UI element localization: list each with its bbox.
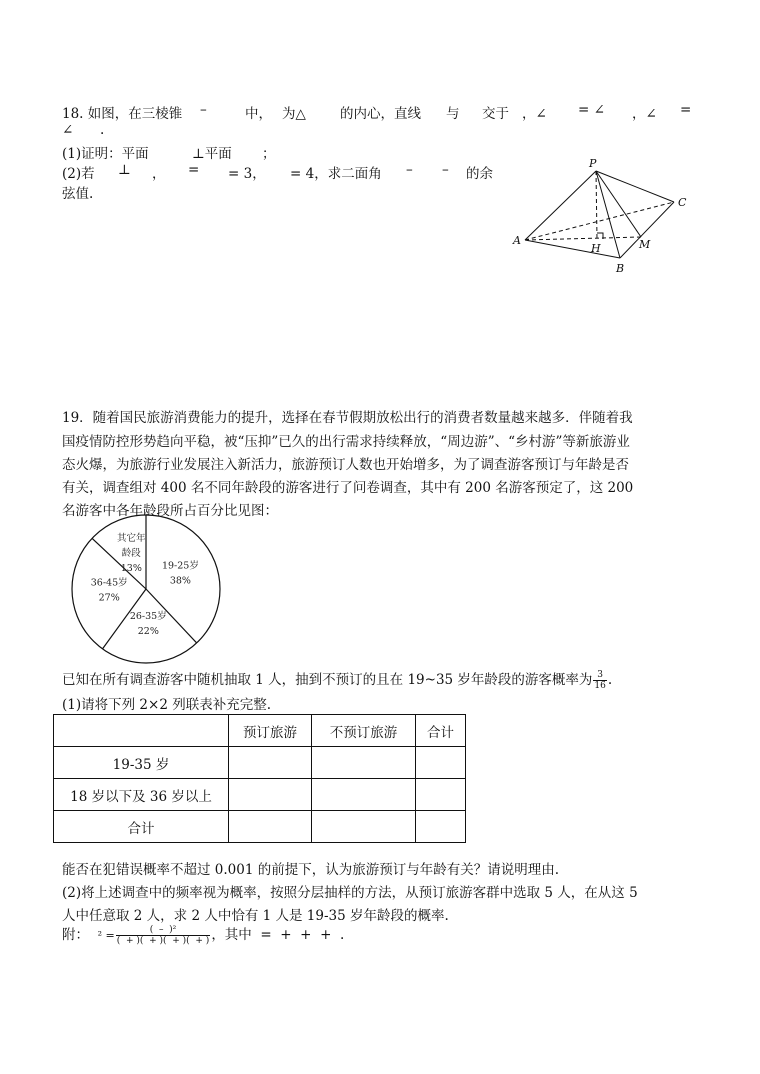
formula-tail: ，其中 = + + + . <box>211 927 345 943</box>
contingency-table <box>53 714 466 843</box>
table-row-label: 18 岁以下及 36 岁以上 <box>54 779 229 811</box>
q19-prob-end: . <box>607 672 613 688</box>
table-row-label: 19-35 岁 <box>54 747 229 779</box>
q18-text: = 4，求二面角 <box>290 166 382 182</box>
table-row <box>54 747 466 779</box>
pie-slice-label: 其它年 <box>117 533 146 544</box>
table-cell <box>416 779 466 811</box>
q19-probability-line <box>62 668 612 691</box>
pie-slice-label: 13% <box>120 563 142 574</box>
table-cell <box>312 779 416 811</box>
q18-text: (1)证明：平面 <box>62 146 149 162</box>
q19-part1: (1)请将下列 2×2 列联表补充完整. <box>62 697 271 713</box>
table-header-cell: 不预订旅游 <box>312 715 416 747</box>
q18-text: ⊥平面 <box>192 146 232 162</box>
q18-text: = ∠ <box>578 102 605 118</box>
appendix-formula <box>62 922 344 949</box>
q18-text: ， <box>152 166 166 182</box>
q18-text: ∠ <box>62 122 74 138</box>
q19-after-table: 能否在犯错误概率不超过 0.001 的前提下，认为旅游预订与年龄有关？请说明理由. <box>62 862 560 878</box>
vertex-label-P: P <box>589 157 597 170</box>
q19-intro-line: 名游客中各年龄段所占百分比见图： <box>62 503 278 519</box>
q18-text: 的余 <box>466 166 493 182</box>
vertex-label-B: B <box>616 262 625 275</box>
q18-text: ； <box>262 146 276 162</box>
q19-part2-line: 人中任意取 2 人，求 2 人中恰有 1 人是 19-35 岁年龄段的概率. <box>62 908 449 924</box>
appendix-label: 附： <box>62 927 89 943</box>
q19-intro-line: 有关，调查组对 400 名不同年龄段的游客进行了问卷调查，其中有 200 名游客预定了，这 200 <box>62 480 634 496</box>
q18-text: – <box>406 162 413 178</box>
vertex-label-C: C <box>678 196 687 209</box>
table-header-cell: 预订旅游 <box>229 715 312 747</box>
q18-text: ，∠ <box>522 106 547 122</box>
q18-text: = <box>188 162 200 178</box>
formula-denominator: ( + )( + )( + )( + ) <box>116 936 210 946</box>
vertex-label-M: M <box>639 238 651 251</box>
table-row <box>54 779 466 811</box>
pie-slice-label: 26-35岁 <box>129 610 167 622</box>
vertex-label-A: A <box>513 234 521 247</box>
table-cell <box>229 779 312 811</box>
q19-intro-line: 19．随着国民旅游消费能力的提升，选择在春节假期放松出行的消费者数量越来越多．伴随着我 <box>62 410 633 426</box>
q19-intro-line: 国疫情防控形势趋向平稳，被“压抑”已久的出行需求持续释放，“周边游”、“乡村游”等新旅游业 <box>62 434 630 450</box>
pie-slice-label: 27% <box>98 592 120 604</box>
edge-AB <box>525 240 620 258</box>
q18-text: 为△ <box>282 106 306 122</box>
fraction-numerator: 3 <box>593 670 606 681</box>
q18-text: ，∠ <box>632 106 657 122</box>
q18-text: (2)若 <box>62 166 95 182</box>
edge-PA <box>525 171 596 240</box>
q18-text: = 3， <box>228 166 266 182</box>
pie-slice-label: 22% <box>137 625 159 637</box>
q18-text: – <box>442 162 449 178</box>
table-cell <box>312 747 416 779</box>
table-header-row <box>54 715 466 747</box>
q19-part2-line: (2)将上述调查中的频率视为概率，按照分层抽样的方法，从预订旅游客群中选取 5 人，在从这 5 <box>62 885 638 901</box>
edge-PC <box>596 171 674 202</box>
table-cell <box>416 747 466 779</box>
edge-PH <box>596 171 597 239</box>
vertex-label-H: H <box>591 242 601 255</box>
q18-text: 中， <box>245 106 272 122</box>
table-header-cell: 合计 <box>416 715 466 747</box>
fraction-denominator: 16 <box>594 681 606 691</box>
q18-text: 与 <box>446 106 460 122</box>
table-row <box>54 811 466 843</box>
q19-intro-line: 态火爆，为旅游行业发展注入新活力，旅游预订人数也开始增多，为了调查游客预订与年龄是否 <box>62 457 629 473</box>
formula-lhs: ² = <box>97 929 115 942</box>
pie-slice-label: 龄段 <box>121 548 141 559</box>
q18-text: 弦值. <box>62 186 94 202</box>
table-cell <box>416 811 466 843</box>
table-cell <box>229 811 312 843</box>
q18-text: 交于 <box>482 106 509 122</box>
table-cell <box>312 811 416 843</box>
q18-text: – <box>200 102 207 118</box>
pie-slice-label: 19-25岁 <box>161 560 199 572</box>
formula-numerator: ( – )² <box>116 925 211 936</box>
pie-slice-label: 38% <box>169 575 191 587</box>
pie-slice-label: 36-45岁 <box>90 577 128 589</box>
pie-chart <box>66 512 226 667</box>
q18-text: = <box>680 102 692 118</box>
formula-fraction <box>116 925 211 946</box>
pyramid-figure <box>505 155 705 280</box>
q18-text: . <box>100 122 105 138</box>
edge-AM <box>525 237 641 240</box>
table-row-label: 合计 <box>54 811 229 843</box>
table-header-cell <box>54 715 229 747</box>
fraction-3-16 <box>593 670 606 691</box>
q19-prob-text: 已知在所有调查游客中随机抽取 1 人，抽到不预订的且在 19~35 岁年龄段的游客概率为 <box>62 672 593 688</box>
q18-text: ⊥ <box>118 162 131 178</box>
edge-PM <box>596 171 641 237</box>
q18-text: 的内心，直线 <box>340 106 421 122</box>
q18-text: 18. 如图，在三棱锥 <box>62 106 183 122</box>
edge-AC <box>525 202 674 240</box>
table-cell <box>229 747 312 779</box>
